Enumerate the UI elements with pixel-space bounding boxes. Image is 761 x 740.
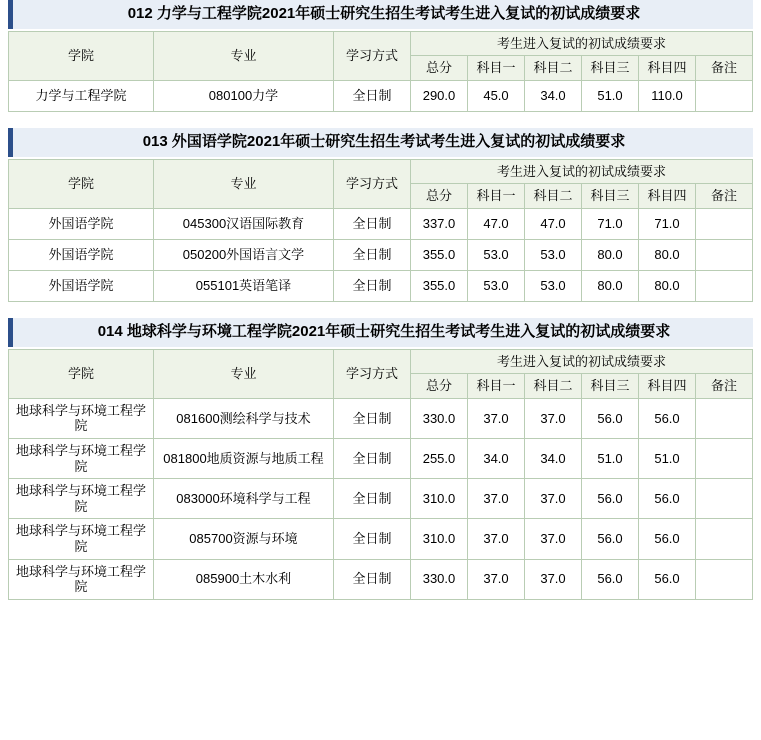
cell-remark [696,208,753,239]
header-subject-3: 科目三 [582,374,639,399]
header-subject-3: 科目三 [582,184,639,209]
header-remark: 备注 [696,374,753,399]
header-study-mode: 学习方式 [334,31,411,80]
table-body [9,208,753,301]
grade-requirement-section [8,128,753,302]
header-subject-4: 科目四 [639,56,696,81]
cell-study-mode: 全日制 [334,479,411,519]
section-title: 012 力学与工程学院2021年硕士研究生招生考试考生进入复试的初试成绩要求 [8,0,753,29]
table-body [9,80,753,111]
header-subject-1: 科目一 [468,184,525,209]
cell-total-score: 290.0 [411,80,468,111]
cell-college: 外国语学院 [9,208,154,239]
cell-remark [696,559,753,599]
cell-subject-4: 56.0 [639,519,696,559]
cell-total-score: 337.0 [411,208,468,239]
cell-college: 地球科学与环境工程学院 [9,398,154,438]
table-row [9,479,753,519]
cell-total-score: 330.0 [411,398,468,438]
cell-subject-1: 47.0 [468,208,525,239]
cell-total-score: 355.0 [411,239,468,270]
cell-subject-2: 53.0 [525,239,582,270]
table-row [9,519,753,559]
cell-study-mode: 全日制 [334,80,411,111]
grade-requirement-section [8,0,753,112]
cell-remark [696,519,753,559]
section-title: 014 地球科学与环境工程学院2021年硕士研究生招生考试考生进入复试的初试成绩要求 [8,318,753,347]
cell-major: 083000环境科学与工程 [154,479,334,519]
cell-subject-2: 37.0 [525,519,582,559]
table-row [9,239,753,270]
cell-subject-3: 80.0 [582,270,639,301]
cell-study-mode: 全日制 [334,559,411,599]
cell-subject-3: 51.0 [582,80,639,111]
grade-requirement-table [8,349,753,600]
cell-subject-4: 56.0 [639,398,696,438]
cell-subject-1: 53.0 [468,270,525,301]
cell-study-mode: 全日制 [334,239,411,270]
cell-major: 081800地质资源与地质工程 [154,439,334,479]
header-row-primary [9,349,753,374]
cell-college: 地球科学与环境工程学院 [9,439,154,479]
section-spacer [8,118,753,128]
header-study-mode: 学习方式 [334,349,411,398]
cell-study-mode: 全日制 [334,270,411,301]
header-college: 学院 [9,349,154,398]
cell-subject-3: 56.0 [582,519,639,559]
cell-subject-4: 56.0 [639,479,696,519]
header-total-score: 总分 [411,374,468,399]
table-row [9,559,753,599]
cell-subject-2: 37.0 [525,398,582,438]
cell-total-score: 310.0 [411,519,468,559]
header-college: 学院 [9,159,154,208]
cell-major: 080100力学 [154,80,334,111]
cell-study-mode: 全日制 [334,208,411,239]
cell-subject-3: 56.0 [582,559,639,599]
header-remark: 备注 [696,56,753,81]
cell-subject-3: 80.0 [582,239,639,270]
cell-major: 085900土木水利 [154,559,334,599]
header-subject-2: 科目二 [525,374,582,399]
header-requirement-group: 考生进入复试的初试成绩要求 [411,349,753,374]
cell-subject-2: 47.0 [525,208,582,239]
cell-subject-1: 37.0 [468,559,525,599]
cell-study-mode: 全日制 [334,398,411,438]
cell-total-score: 255.0 [411,439,468,479]
table-head [9,31,753,80]
cell-remark [696,439,753,479]
cell-college: 力学与工程学院 [9,80,154,111]
cell-major: 085700资源与环境 [154,519,334,559]
header-remark: 备注 [696,184,753,209]
header-major: 专业 [154,349,334,398]
cell-subject-1: 37.0 [468,519,525,559]
cell-college: 外国语学院 [9,270,154,301]
sections-container [8,0,753,600]
cell-subject-3: 71.0 [582,208,639,239]
cell-subject-3: 56.0 [582,398,639,438]
header-study-mode: 学习方式 [334,159,411,208]
cell-subject-1: 53.0 [468,239,525,270]
header-subject-1: 科目一 [468,56,525,81]
header-major: 专业 [154,31,334,80]
header-subject-1: 科目一 [468,374,525,399]
header-subject-2: 科目二 [525,56,582,81]
cell-subject-2: 34.0 [525,439,582,479]
cell-subject-1: 45.0 [468,80,525,111]
cell-study-mode: 全日制 [334,519,411,559]
cell-remark [696,479,753,519]
cell-college: 地球科学与环境工程学院 [9,559,154,599]
cell-subject-4: 71.0 [639,208,696,239]
header-college: 学院 [9,31,154,80]
table-head [9,349,753,398]
grade-requirement-section [8,318,753,600]
cell-subject-1: 37.0 [468,398,525,438]
header-requirement-group: 考生进入复试的初试成绩要求 [411,159,753,184]
cell-subject-1: 34.0 [468,439,525,479]
cell-study-mode: 全日制 [334,439,411,479]
cell-total-score: 330.0 [411,559,468,599]
cell-remark [696,239,753,270]
cell-subject-1: 37.0 [468,479,525,519]
cell-remark [696,80,753,111]
table-row [9,208,753,239]
grade-requirement-table [8,31,753,112]
grade-requirement-table [8,159,753,302]
section-spacer [8,308,753,318]
cell-subject-2: 37.0 [525,479,582,519]
header-requirement-group: 考生进入复试的初试成绩要求 [411,31,753,56]
cell-subject-4: 80.0 [639,239,696,270]
table-row [9,270,753,301]
header-subject-3: 科目三 [582,56,639,81]
header-subject-2: 科目二 [525,184,582,209]
cell-remark [696,398,753,438]
cell-major: 045300汉语国际教育 [154,208,334,239]
cell-remark [696,270,753,301]
cell-subject-3: 51.0 [582,439,639,479]
table-row [9,439,753,479]
header-subject-4: 科目四 [639,184,696,209]
cell-subject-4: 110.0 [639,80,696,111]
cell-subject-4: 56.0 [639,559,696,599]
cell-college: 地球科学与环境工程学院 [9,519,154,559]
cell-total-score: 310.0 [411,479,468,519]
header-major: 专业 [154,159,334,208]
cell-major: 050200外国语言文学 [154,239,334,270]
cell-college: 地球科学与环境工程学院 [9,479,154,519]
cell-subject-3: 56.0 [582,479,639,519]
table-row [9,80,753,111]
cell-major: 081600测绘科学与技术 [154,398,334,438]
cell-college: 外国语学院 [9,239,154,270]
cell-total-score: 355.0 [411,270,468,301]
cell-subject-2: 34.0 [525,80,582,111]
table-row [9,398,753,438]
cell-subject-4: 51.0 [639,439,696,479]
cell-subject-4: 80.0 [639,270,696,301]
cell-subject-2: 37.0 [525,559,582,599]
table-head [9,159,753,208]
header-total-score: 总分 [411,184,468,209]
header-row-primary [9,159,753,184]
header-total-score: 总分 [411,56,468,81]
cell-subject-2: 53.0 [525,270,582,301]
header-subject-4: 科目四 [639,374,696,399]
cell-major: 055101英语笔译 [154,270,334,301]
table-body [9,398,753,599]
header-row-primary [9,31,753,56]
section-title: 013 外国语学院2021年硕士研究生招生考试考生进入复试的初试成绩要求 [8,128,753,157]
